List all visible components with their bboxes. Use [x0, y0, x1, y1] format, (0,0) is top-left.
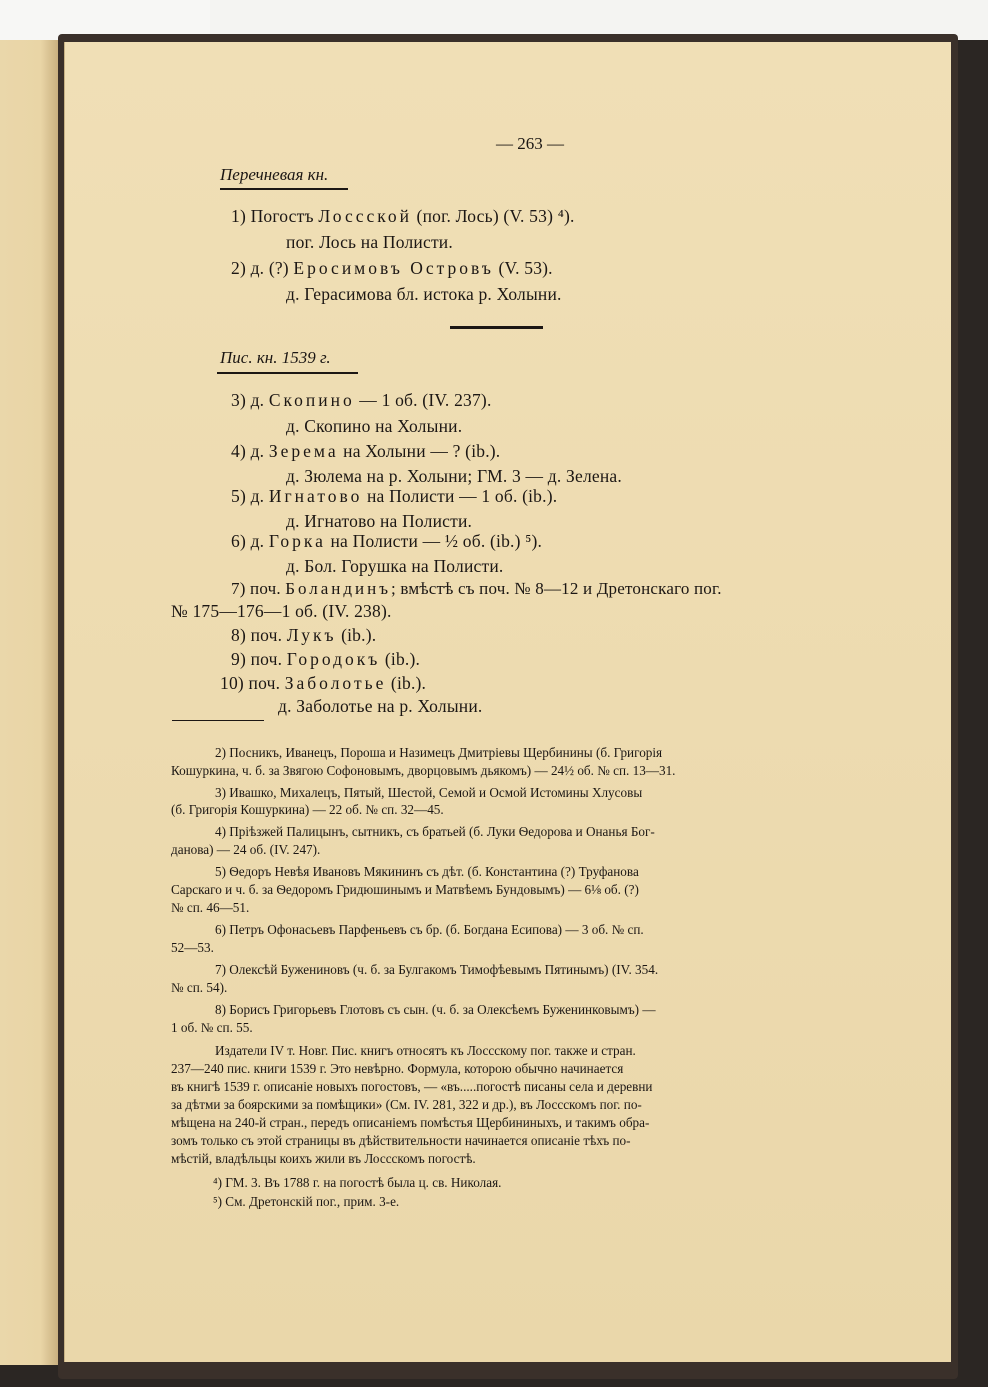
entry-line: д. Игнатово на Полисти. — [286, 511, 473, 531]
footnote-line: № сп. 46—51. — [171, 900, 250, 915]
footnote-line: въ книгѣ 1539 г. описаніе новыхъ погостовъ, — «въ.....погостѣ писаны села и деревни — [171, 1079, 653, 1094]
footnote-line: 1 об. № сп. 55. — [171, 1020, 253, 1035]
section-heading-2: Пис. кн. 1539 г. — [220, 348, 331, 367]
footnote-line: ⁵) См. Дретонскій пог., прим. 3-е. — [213, 1194, 400, 1209]
footnote-line: Сарскаго и ч. б. за Ѳедоромъ Гридюшинымъ и Матвѣемъ Бундовымъ) — 6⅛ об. (?) — [171, 882, 639, 897]
page-number: — 263 — — [496, 134, 564, 153]
entry-line: д. Бол. Горушка на Полисти. — [286, 556, 504, 576]
entry-line: 10) поч. Заболотье (ib.). — [220, 673, 427, 693]
entry-line: 7) поч. Боландинъ; вмѣстѣ съ поч. № 8—12 и Дретонскаго пог. — [231, 579, 722, 598]
book-page — [64, 42, 951, 1362]
footnote-line: 52—53. — [171, 940, 214, 955]
footnote-line: Кошуркина, ч. б. за Звягою Софоновымъ, дворцовымъ дьякомъ) — 24½ об. № сп. 13—31. — [171, 763, 676, 778]
entry-line: д. Герасимова бл. истока р. Холыни. — [286, 284, 562, 304]
footnote-line: за дѣтми за боярскими за помѣщики» (См. IV. 281, 322 и др.), въ Лоссскомъ пог. по- — [171, 1097, 642, 1112]
footnote-line: зомъ только съ этой страницы въ дѣйствительности начинается описаніе тѣхъ по- — [171, 1133, 631, 1148]
entry-line: 9) поч. Городокъ (ib.). — [231, 649, 421, 669]
footnote-line: данова) — 24 об. (IV. 247). — [171, 842, 321, 857]
footnote-line: 8) Борисъ Григорьевъ Глотовъ съ сын. (ч. б. за Олексѣемъ Буженинковымъ) — — [215, 1002, 656, 1017]
entry-line: д. Скопино на Холыни. — [286, 416, 463, 436]
entry-line: 2) д. (?) Еросимовъ Островъ (V. 53). — [231, 258, 553, 278]
entry-line: 5) д. Игнатово на Полисти — 1 об. (ib.). — [231, 486, 558, 506]
entry-line: 8) поч. Лукъ (ib.). — [231, 625, 377, 645]
entry-line: д. Заболотье на р. Холыни. — [278, 696, 483, 716]
footnote-separator — [172, 720, 264, 721]
footnote-line: 4) Пріѣзжей Палицынъ, сытникъ, съ братьей (б. Луки Ѳедорова и Онанья Бог- — [215, 824, 655, 839]
entry-line: 6) д. Горка на Полисти — ½ об. (ib.) ⁵). — [231, 531, 543, 551]
entry-line: № 175—176—1 об. (IV. 238). — [171, 601, 392, 621]
footnote-line: (б. Григорія Кошуркина) — 22 об. № сп. 32—45. — [171, 802, 444, 817]
left-page-edge — [0, 40, 59, 1365]
entry-line: 1) Погостъ Лоссской (пог. Лось) (V. 53) ⁴). — [231, 206, 575, 226]
footnote-line: 7) Олексѣй Бужениновъ (ч. б. за Булгакомъ Тимофѣевымъ Пятинымъ) (IV. 354. — [215, 962, 659, 977]
section-heading-1: Перечневая кн. — [220, 165, 329, 184]
footnote-line: 237—240 пис. книги 1539 г. Это невѣрно. Формула, которою обычно начинается — [171, 1061, 624, 1076]
footnote-line: мѣщена на 240-й стран., передъ описаніемъ помѣстья Щербининыхъ, и такимъ обра- — [171, 1115, 650, 1130]
entry-line: д. Зюлема на р. Холыни; ГМ. 3 — д. Зелена. — [286, 466, 622, 486]
footnote-line: мѣстій, владѣльцы коихъ жили въ Лоссскомъ погостѣ. — [171, 1151, 476, 1166]
entry-line: 3) д. Скопино — 1 об. (IV. 237). — [231, 390, 492, 410]
footnote-line: № сп. 54). — [171, 980, 228, 995]
footnote-line: 3) Ивашко, Михалецъ, Пятый, Шестой, Семой и Осмой Истомины Хлусовы — [215, 785, 643, 800]
section-separator — [450, 326, 543, 329]
footnote-line: 2) Посникъ, Иванецъ, Пороша и Назимецъ Дмитріевы Щербинины (б. Григорія — [215, 745, 663, 760]
heading-underline-1 — [220, 188, 348, 190]
entry-line: пог. Лось на Полисти. — [286, 232, 453, 252]
entry-line: 4) д. Зерема на Холыни — ? (ib.). — [231, 441, 501, 461]
footnote-line: 6) Петръ Офонасьевъ Парфеньевъ съ бр. (б. Богдана Есипова) — 3 об. № сп. — [215, 922, 644, 937]
footnote-line: ⁴) ГМ. 3. Въ 1788 г. на погостѣ была ц. св. Николая. — [213, 1175, 502, 1190]
heading-underline-2 — [217, 372, 358, 374]
footnote-line: 5) Ѳедоръ Невѣя Ивановъ Мякининъ съ дѣт. (б. Константина (?) Труфанова — [215, 864, 639, 879]
footnote-line: Издатели IV т. Новг. Пис. книгъ относятъ къ Лоссскому пог. также и стран. — [215, 1043, 636, 1058]
